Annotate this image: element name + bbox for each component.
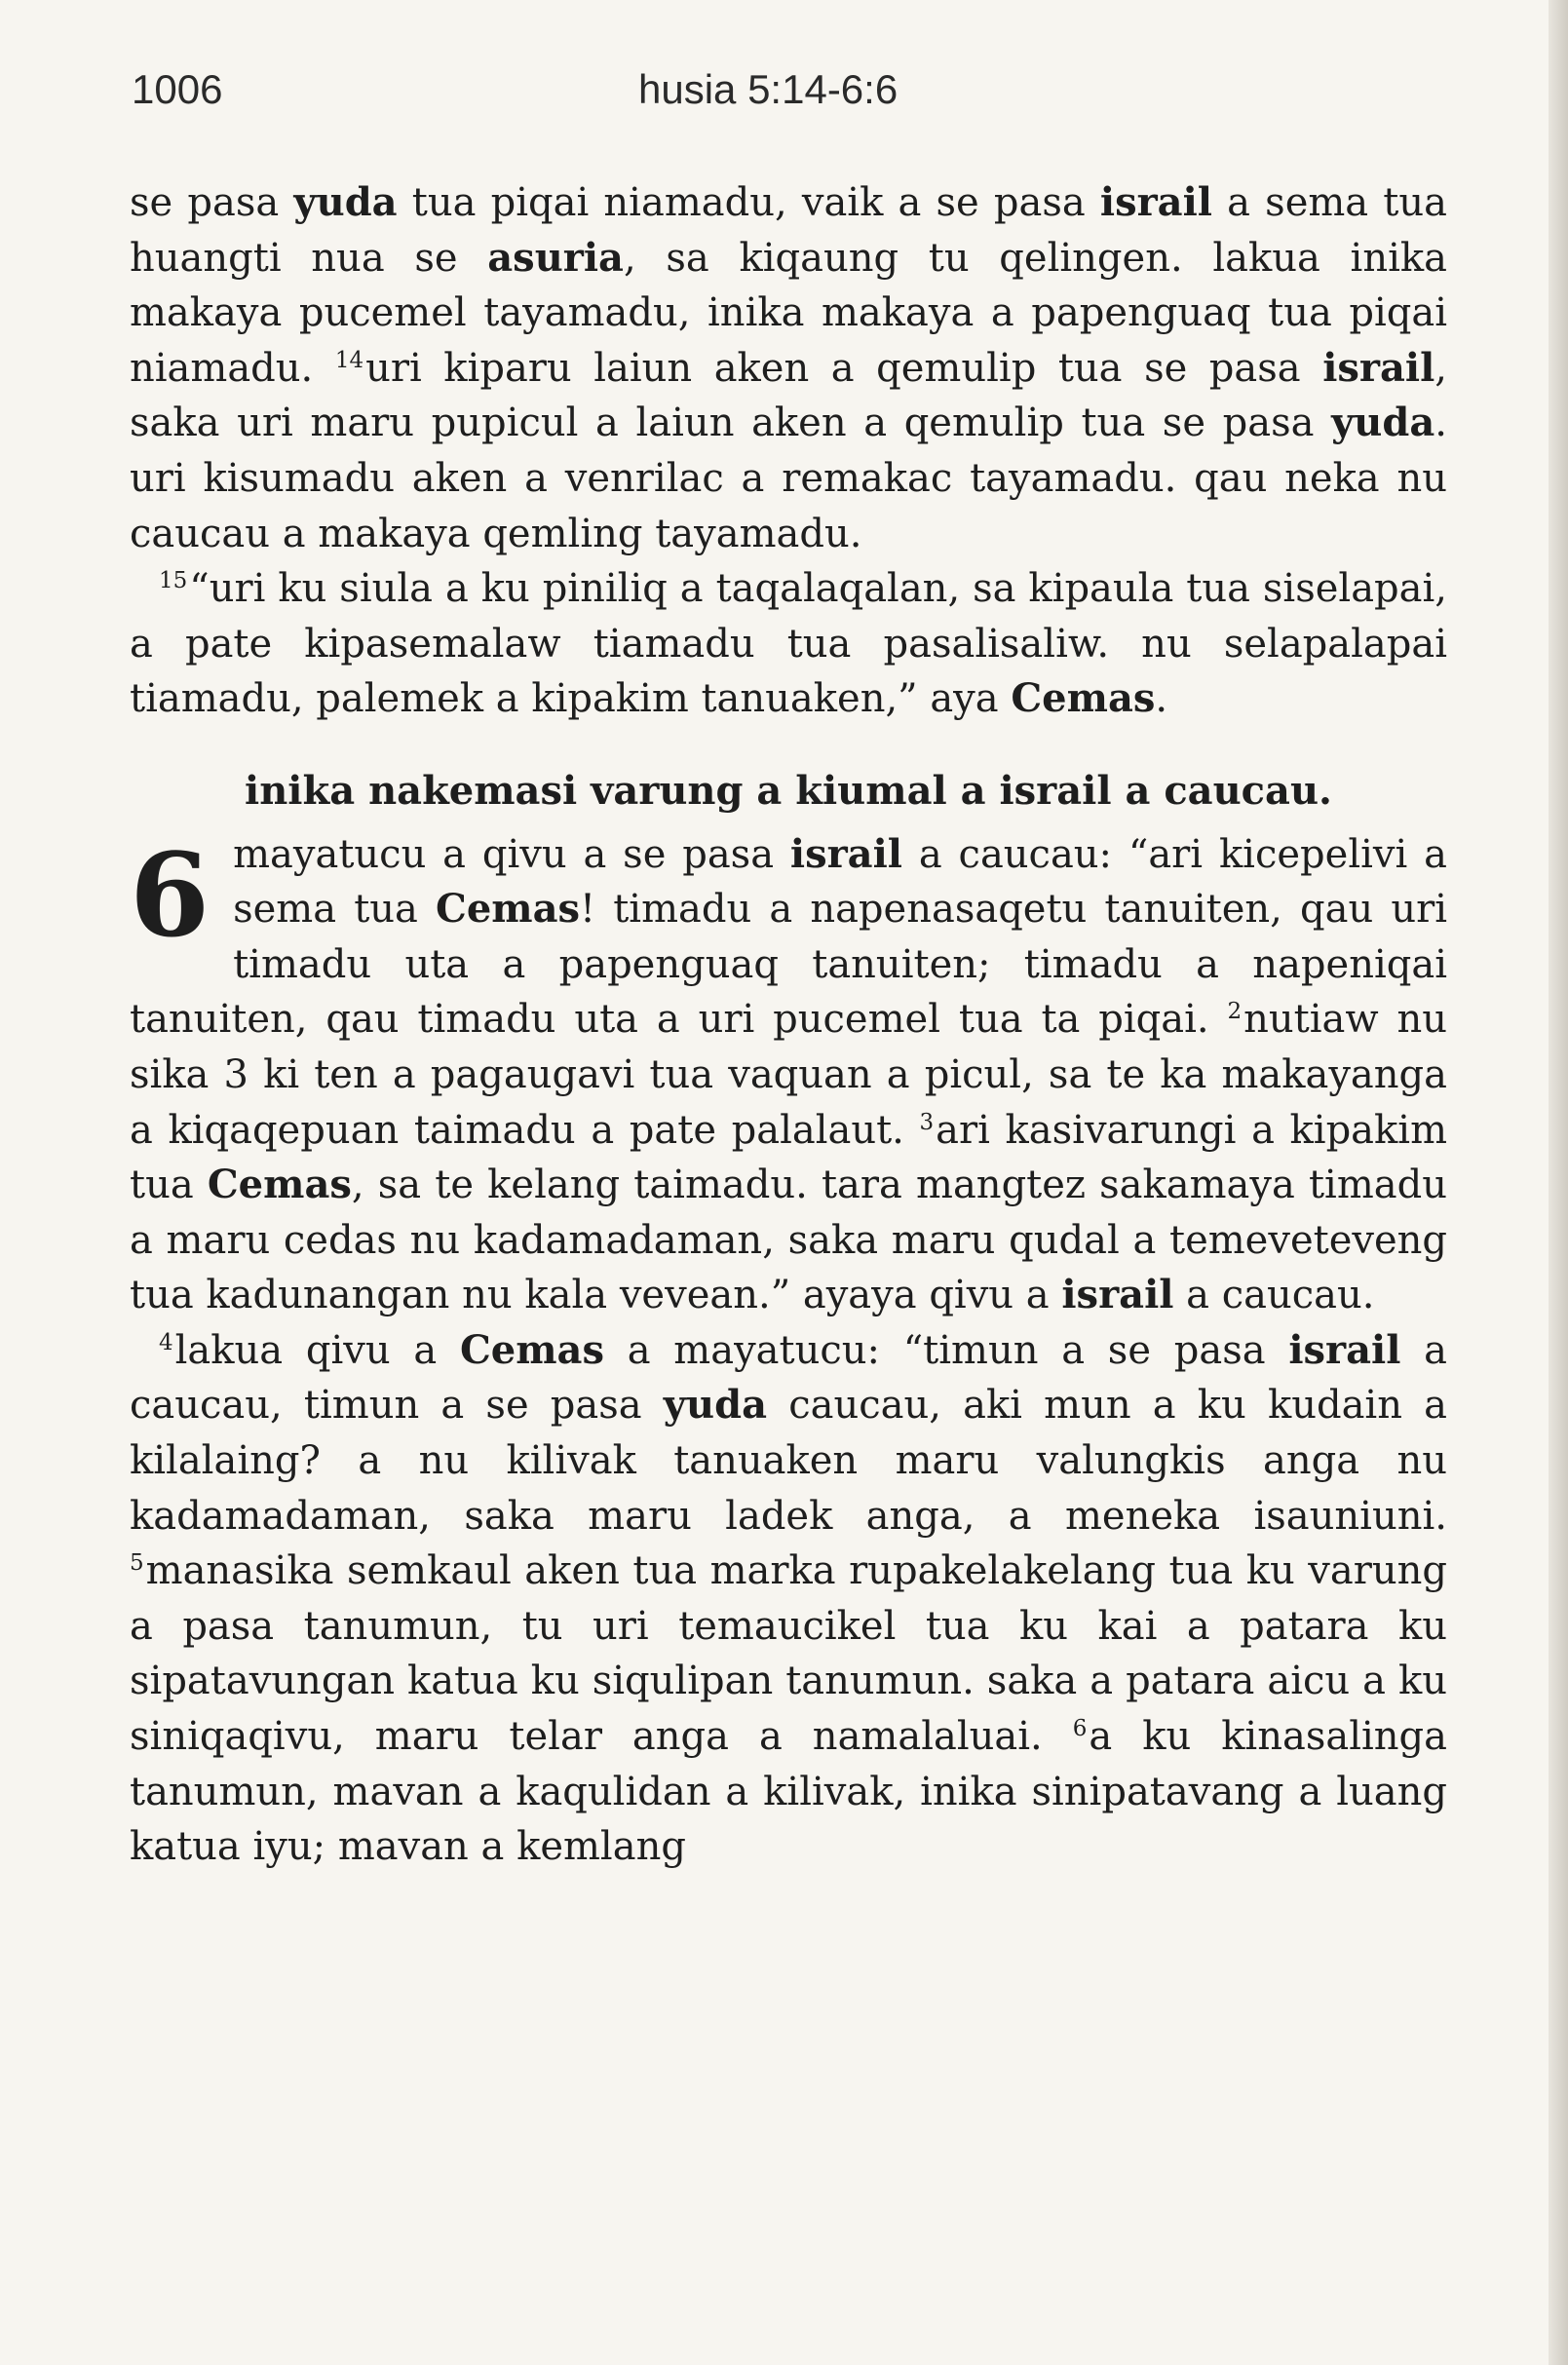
paragraph-1: se pasa yuda tua piqai niamadu, vaik a se pasa israil a sema tua huangti nua se asuria, sa kiqaung tu qelingen. lakua inika makaya pucemel tayamadu, inika makaya a papenguaq tua piqai niamadu. $^{14}$uri kiparu laiun aken a qemulip tua se pasa israil, saka uri maru pupicul a laiun aken a qemulip tua se pasa yuda. uri kisumadu aken a venrilac a remakac tayamadu. qau neka nu caucau a makaya qemling tayamadu. [130,179,1448,556]
verse-number-5: 5 [130,1550,144,1577]
verse-number-14: 14 [334,347,364,373]
name-israil: israil [1322,344,1435,391]
verse-number-2: 2 [1227,999,1243,1025]
page-header [0,66,1568,134]
page-number: 1006 [132,66,223,112]
verse-number-3: 3 [919,1109,935,1135]
paragraph-2: $^{15}$“uri ku siula a ku piniliq a taqalaqalan, sa kipaula tua siselapai, a pate kipasemalaw tiamadu tua pasalisaliw. nu selapalapai tiamadu, palemek a kipakim tanuaken,” aya Cemas. [130,566,1447,722]
paragraph-4: $^4$lakua qivu a Cemas a mayatucu: “timun a se pasa israil a caucau, timun a se pasa yuda caucau, aki mun a ku kudain a kilalaing? a nu kilivak tanuaken maru valungkis anga nu kadamadaman, saka maru ladek anga, a meneka isauniuni. $^5$manasika semkaul aken tua marka rupakelakelang tua ku varung a pasa tanumun, tu uri temaucikel tua ku kai a patara ku sipatavungan katua ku siqulipan tanumun. saka a patara aicu a ku siniqaqivu, maru telar anga a namalaluai. $^6$a ku kinasalinga tanumun, mavan a kaqulidan a kilivak, inika sinipatavang a luang katua iyu; mavan a kemlang [130,1326,1448,1870]
name-israil: israil [1061,1272,1174,1318]
verse-number-6: 6 [1072,1716,1088,1742]
page-edge [1549,0,1568,2365]
name-cemas: Cemas [1011,675,1156,722]
chapter-number: 6 [130,826,210,963]
verse-number-4: 4 [159,1329,173,1355]
name-cemas: Cemas [459,1326,604,1373]
verse-number-15: 15 [159,568,188,594]
paragraph-3: 6 mayatucu a qivu a se pasa israil a caucau: “ari kicepelivi a sema tua Cemas! timadu a napenasaqetu tanuiten, qau uri timadu uta a papenguaq tanuiten; timadu a napeniqai tanuiten, qau timadu uta a uri pucemel tua ta piqai. $^2$nutiaw nu sika 3 ki ten a pagaugavi tua vaquan a picul, sa te ka makayanga a kiqaqepuan taimadu a pate palalaut. $^3$ari kasivarungi a kipakim tua Cemas, sa te kelang taimadu. tara mangtez sakamaya timadu a maru cedas nu kadamadaman, saka maru qudal a temeveteveng tua kadunangan nu kala vevean.” ayaya qivu a israil a caucau. [130,826,1448,1318]
running-head: husia 5:14-6:6 [638,66,899,112]
name-israil: israil [789,830,902,877]
section-heading: inika nakemasi varung a kiumal a israil a caucau. [245,767,1332,814]
name-yuda: yuda [293,179,398,225]
name-yuda: yuda [663,1382,768,1429]
name-yuda: yuda [1331,400,1435,446]
name-israil: israil [1099,179,1212,225]
body-text [130,175,1447,1875]
name-israil: israil [1288,1326,1401,1373]
name-cemas: Cemas [436,886,581,933]
name-asuria: asuria [487,234,624,281]
name-cemas: Cemas [207,1162,352,1208]
